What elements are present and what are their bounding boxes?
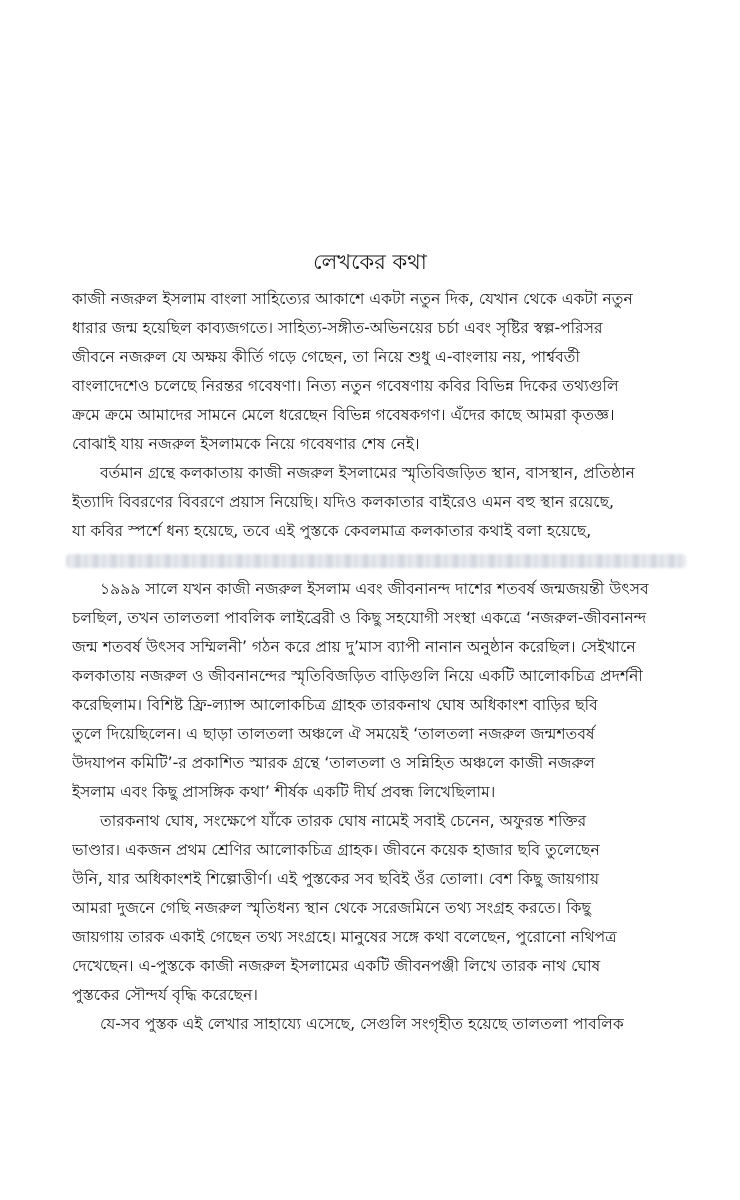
text-line: চলছিল, তখন তালতলা পাবলিক লাইব্রেরী ও কিছু সহযোগী সংস্থা একত্রে ‘নজরুল-জীবনানন্দ — [72, 609, 647, 627]
text-line: বর্তমান গ্রন্থে কলকাতায় কাজী নজরুল ইসলামের স্মৃতিবিজড়িত স্থান, বাসস্থান, প্রতিষ্ঠান — [100, 464, 635, 482]
text-line: কাজী নজরুল ইসলাম বাংলা সাহিত্যের আকাশে একটা নতুন দিক, যেখান থেকে একটা নতুন — [72, 290, 633, 308]
text-line: করেছিলাম। বিশিষ্ট ফ্রি-ল্যান্স আলোকচিত্র গ্রাহক তারকনাথ ঘোষ অধিকাংশ বাড়ির ছবি — [72, 696, 598, 714]
text-line: উদযাপন কমিটি’-র প্রকাশিত স্মারক গ্রন্থে ‘তালতলা ও সন্নিহিত অঞ্চলে কাজী নজরুল — [72, 754, 596, 772]
text-line: পুস্তকের সৌন্দর্য বৃদ্ধি করেছেন। — [72, 986, 258, 1004]
text-line: বোঝাই যায় নজরুল ইসলামকে নিয়ে গবেষণার শেষ নেই। — [72, 435, 420, 453]
text-line: তুলে দিয়েছিলেন। এ ছাড়া তালতলা অঞ্চলে ঐ সময়েই ‘তালতলা নজরুল জন্মশতবর্ষ — [72, 725, 595, 743]
text-line: জায়গায় তারক একাই গেছেন তথ্য সংগ্রহে। মানুষের সঙ্গে কথা বলেছেন, পুরোনো নথিপত্র — [72, 928, 617, 946]
text-line: বাংলাদেশেও চলেছে নিরন্তর গবেষণা। নিত্য নতুন গবেষণায় কবির বিভিন্ন দিকের তথ্যগুলি — [72, 377, 619, 395]
text-line: ইত্যাদি বিবরণের বিবরণে প্রয়াস নিয়েছি। যদিও কলকাতার বাইরেও এমন বহু স্থান রয়েছে, — [72, 493, 614, 511]
text-line: যে-সব পুস্তক এই লেখার সাহায্যে এসেছে, সেগুলি সংগৃহীত হয়েছে তালতলা পাবলিক — [100, 1015, 624, 1033]
text-line: ধারার জন্ম হয়েছিল কাব্যজগতে। সাহিত্য-সঙ্গীত-অভিনয়ের চর্চা এবং সৃষ্টির স্বল্প-পরিসর — [72, 319, 603, 337]
text-line: যা কবির স্পর্শে ধন্য হয়েছে, তবে এই পুস্তকে কেবলমাত্র কলকাতার কথাই বলা হয়েছে, — [72, 522, 592, 540]
text-line: জীবনে নজরুল যে অক্ষয় কীর্তি গড়ে গেছেন, তা নিয়ে শুধু এ-বাংলায় নয়, পার্শ্ববর্তী — [72, 348, 580, 366]
text-line: ইসলাম এবং কিছু প্রাসঙ্গিক কথা’ শীর্ষক একটি দীর্ঘ প্রবন্ধ লিখেছিলাম। — [72, 783, 496, 801]
text-line: তারকনাথ ঘোষ, সংক্ষেপে যাঁকে তারক ঘোষ নামেই সবাই চেনেন, অফুরন্ত শক্তির — [100, 812, 587, 830]
body-text — [72, 285, 680, 1039]
text-line: জন্ম শতবর্ষ উৎসব সম্মিলনী’ গঠন করে প্রায় দু’মাস ব্যাপী নানান অনুষ্ঠান করেছিল। সেইখানে — [72, 638, 636, 656]
illegible-smudged-line — [72, 546, 680, 575]
smudge-band — [66, 554, 686, 568]
text-line: কলকাতায় নজরুল ও জীবনানন্দের স্মৃতিবিজড়িত বাড়িগুলি নিয়ে একটি আলোকচিত্র প্রদর্শনী — [72, 667, 643, 685]
text-line: ক্রমে ক্রমে আমাদের সামনে মেলে ধরেছেন বিভিন্ন গবেষকগণ। এঁদের কাছে আমরা কৃতজ্ঞ। — [72, 406, 615, 424]
text-line: দেখেছেন। এ-পুস্তকে কাজী নজরুল ইসলামের একটি জীবনপঞ্জী লিখে তারক নাথ ঘোষ — [72, 957, 601, 975]
text-line: ১৯৯৯ সালে যখন কাজী নজরুল ইসলাম এবং জীবনানন্দ দাশের শতবর্ষ জন্মজয়ন্তী উৎসব — [100, 580, 649, 598]
text-line: আমরা দুজনে গেছি নজরুল স্মৃতিধন্য স্থান থেকে সরেজমিনে তথ্য সংগ্রহ করতে। কিছু — [72, 899, 591, 917]
text-line: উনি, যার অধিকাংশই শিল্পোত্তীর্ণ। এই পুস্তকের সব ছবিই ওঁর তোলা। বেশ কিছু জায়গায় — [72, 870, 600, 888]
text-line: ভাণ্ডার। একজন প্রথম শ্রেণির আলোকচিত্র গ্রাহক। জীবনে কয়েক হাজার ছবি তুলেছেন — [72, 841, 600, 859]
page-title: লেখকের কথা — [313, 250, 427, 274]
